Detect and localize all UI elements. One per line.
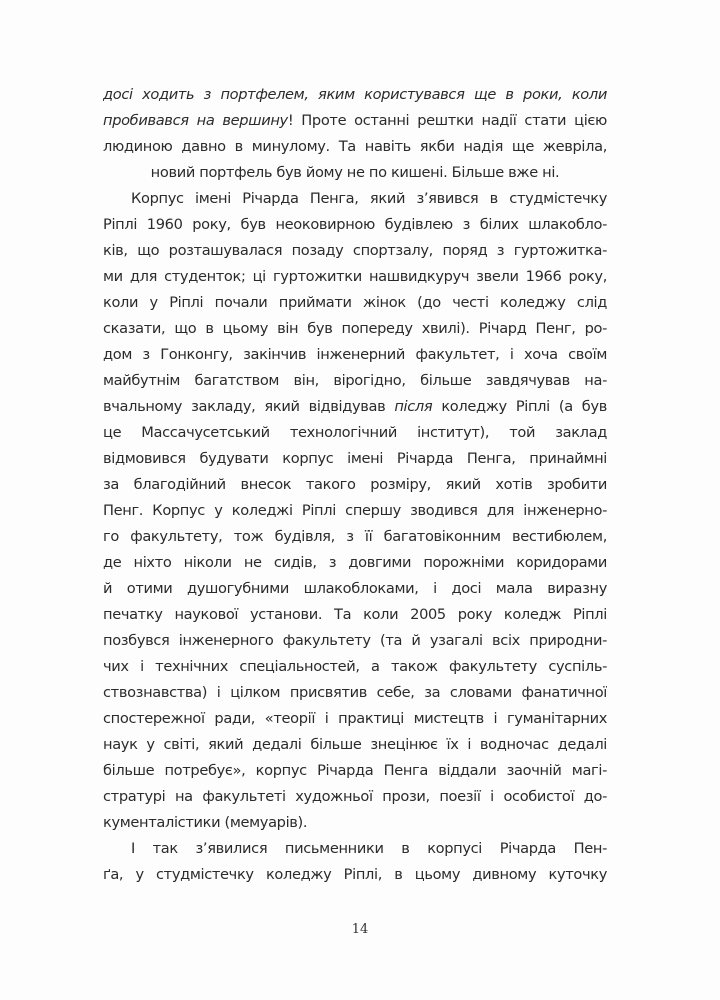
text-run: спостережної ради, «теорії і практиці мистецтв і гуманітарних (103, 710, 607, 727)
text-run: позбувся інженерного факультету (та й узагалі всіх природни- (103, 632, 607, 649)
text-line (103, 706, 607, 732)
text-run: й отими душогубними шлакоблоками, і досі мала виразну (103, 580, 607, 597)
text-run: ствознавства) і цілком присвятив себе, за словами фанатичної (103, 684, 607, 701)
italic-text: пробивався на вершину (103, 112, 288, 129)
text-line (103, 446, 607, 472)
body-text (103, 82, 607, 888)
text-line (103, 108, 607, 134)
text-run: ! Проте останні рештки надії стати цією (287, 112, 607, 129)
text-run: майбутнім багатством він, вірогідно, більше завдячував на- (103, 372, 607, 389)
text-line (103, 836, 607, 862)
text-run: І так з’явилися письменники в корпусі Річарда Пен- (131, 840, 607, 857)
text-run: людиною давно в минулому. Та навіть якби надія ще жевріла, (103, 138, 607, 155)
text-line (103, 264, 607, 290)
text-run: це Массачусетський технологічний інститут), той заклад (103, 424, 607, 441)
text-run: кументалістики (мемуарів). (103, 814, 308, 831)
text-line (103, 420, 607, 446)
text-run: вчальному закладу, який відвідував (103, 398, 395, 415)
text-run: більше потребує», корпус Річарда Пенга віддали заочній магі- (103, 762, 607, 779)
text-line (103, 368, 607, 394)
text-run: новий портфель був йому не по кишені. Більше вже ні. (150, 164, 560, 181)
text-run: сказати, що в цьому він був попереду хвилі). Річард Пенг, ро- (103, 320, 607, 337)
text-line (103, 498, 607, 524)
text-run: дом з Гонконгу, закінчив інженерний факультет, і хоча своїм (103, 346, 607, 363)
text-line (103, 160, 607, 186)
text-run: за благодійний внесок такого розміру, який хотів зробити (103, 476, 607, 493)
text-line (103, 316, 607, 342)
text-line (103, 212, 607, 238)
text-run: Ріплі 1960 року, був неоковирною будівлею з білих шлакобло- (103, 216, 607, 233)
text-line (103, 654, 607, 680)
text-run: Пенг. Корпус у коледжі Ріплі спершу зводився для інженерно- (103, 502, 607, 519)
text-run: наук у світі, який дедалі більше знецінює їх і водночас дедалі (103, 736, 607, 753)
page-number: 14 (351, 922, 369, 937)
text-line (103, 758, 607, 784)
italic-text: після (394, 398, 433, 415)
text-line (103, 394, 607, 420)
text-run: го факультету, тож будівля, з її багатовіконним вестибюлем, (103, 528, 607, 545)
text-line (103, 576, 607, 602)
text-line (103, 238, 607, 264)
text-line (103, 628, 607, 654)
italic-text: досі ходить з портфелем, яким користувався ще в роки, коли (103, 86, 607, 103)
text-line (103, 186, 607, 212)
text-line (103, 810, 607, 836)
text-run: стратурі на факультеті художньої прози, поезії і особистої до- (103, 788, 607, 805)
text-run: Корпус імені Річарда Пенга, який з’явився в студмістечку (131, 190, 607, 207)
text-run: ків, що розташувалася позаду спортзалу, поряд з гуртожитка- (103, 242, 607, 259)
text-run: чих і технічних спеціальностей, а також факультету суспіль- (103, 658, 607, 675)
text-line (103, 290, 607, 316)
text-run: ґа, у студмістечку коледжу Ріплі, в цьому дивному куточку (103, 866, 607, 883)
text-line (103, 134, 607, 160)
text-run: де ніхто ніколи не сидів, з довгими порожніми коридорами (103, 554, 607, 571)
text-run: ми для студенток; ці гуртожитки нашвидкуруч звели 1966 року, (103, 268, 607, 285)
text-line (103, 784, 607, 810)
text-line (103, 862, 607, 888)
text-line (103, 550, 607, 576)
text-run: печатку наукової установи. Та коли 2005 року коледж Ріплі (103, 606, 607, 623)
text-line (103, 680, 607, 706)
text-line (103, 342, 607, 368)
text-line (103, 602, 607, 628)
text-line (103, 472, 607, 498)
text-run: коли у Ріплі почали приймати жінок (до честі коледжу слід (103, 294, 607, 311)
text-line (103, 524, 607, 550)
text-line (103, 82, 607, 108)
text-run: відмовився будувати корпус імені Річарда Пенга, принаймні (103, 450, 607, 467)
text-run: коледжу Ріплі (а був (432, 398, 607, 415)
text-line (103, 732, 607, 758)
